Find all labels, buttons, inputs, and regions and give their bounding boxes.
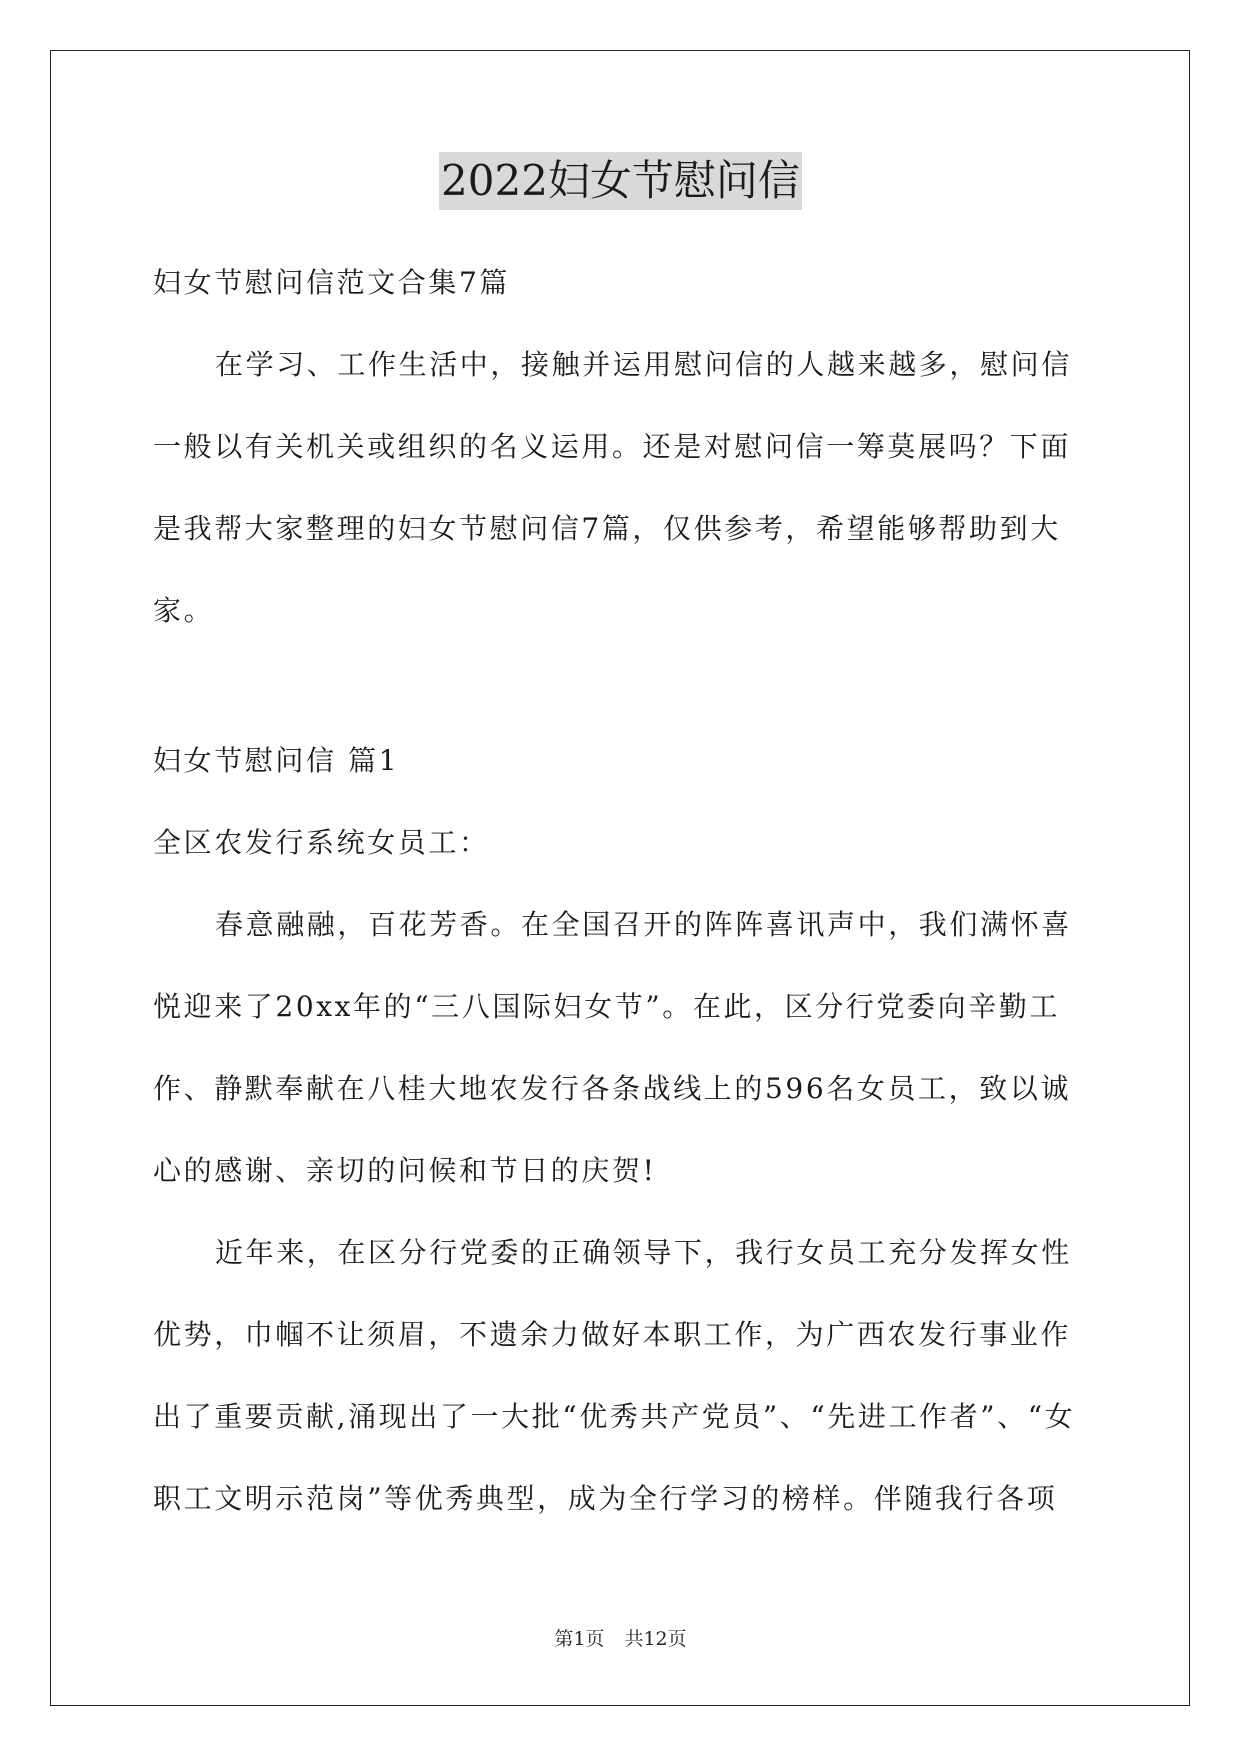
paragraph-line: 出了重要贡献,涌现出了一大批“优秀共产党员”、“先进工作者”、“女 <box>153 1400 1076 1433</box>
paragraph-line: 作、静默奉献在八桂大地农发行各条战线上的596名女员工，致以诚 <box>153 1072 1072 1105</box>
intro-line: 是我帮大家整理的妇女节慰问信7篇，仅供参考，希望能够帮助到大 <box>153 512 1061 545</box>
paragraph-line: 心的感谢、亲切的问候和节日的庆贺! <box>153 1154 657 1187</box>
section-spacer <box>153 652 1093 720</box>
page-number-current: 第1页 <box>554 1628 605 1650</box>
page-number-total: 共12页 <box>624 1628 687 1650</box>
page-footer <box>0 1624 1241 1651</box>
paragraph-line: 春意融融，百花芳香。在全国召开的阵阵喜讯声中，我们满怀喜 <box>215 908 1072 941</box>
document-title: 2022妇女节慰问信 <box>439 152 802 210</box>
intro-line: 在学习、工作生活中，接触并运用慰问信的人越来越多，慰问信 <box>215 348 1072 381</box>
section-heading: 妇女节慰问信 篇1 <box>153 744 400 777</box>
document-subtitle: 妇女节慰问信范文合集7篇 <box>153 266 511 299</box>
paragraph-line: 职工文明示范岗”等优秀典型，成为全行学习的榜样。伴随我行各项 <box>153 1482 1058 1515</box>
intro-line: 家。 <box>153 594 215 627</box>
document-body <box>153 242 1093 1540</box>
salutation: 全区农发行系统女员工： <box>153 826 490 859</box>
paragraph-line: 近年来，在区分行党委的正确领导下，我行女员工充分发挥女性 <box>215 1236 1072 1269</box>
paragraph-line: 悦迎来了20xx年的“三八国际妇女节”。在此，区分行党委向辛勤工 <box>153 990 1061 1023</box>
title-container <box>0 152 1241 210</box>
intro-line: 一般以有关机关或组织的名义运用。还是对慰问信一筹莫展吗？下面 <box>153 430 1072 463</box>
paragraph-line: 优势，巾帼不让须眉，不遗余力做好本职工作，为广西农发行事业作 <box>153 1318 1072 1351</box>
